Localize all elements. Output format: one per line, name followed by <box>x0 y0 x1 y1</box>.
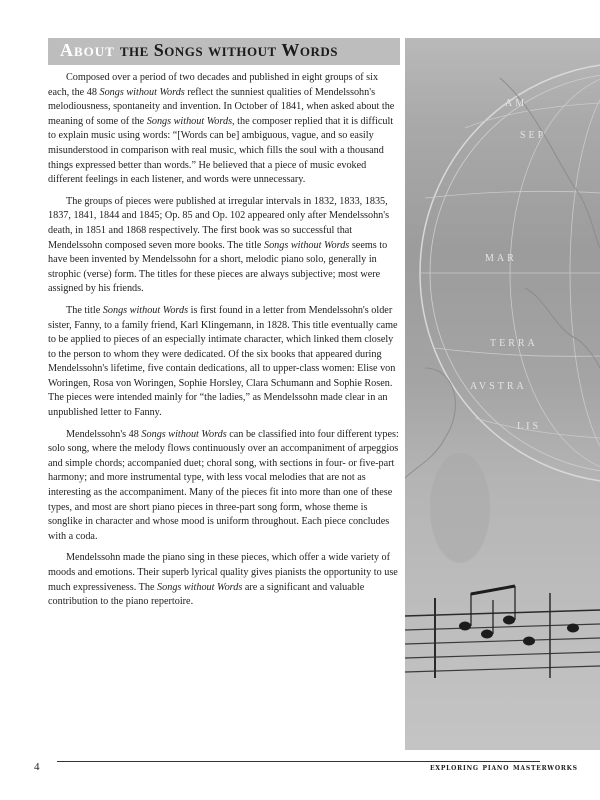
map-label: SEP <box>520 130 547 141</box>
heading-lead: About <box>60 40 115 60</box>
text-run: the composer replied that it is difficult to explain music using words: “[Words can be] ambiguous, vague, and so easily misunderstood in comparison with real music, which fills the soul with a thousand things expressed better than words.” He believed that a piece of music evoked different feelings in each listener, and words were unnecessary. <box>48 115 394 186</box>
text-run: The title <box>66 304 103 316</box>
italic-title: Songs without Words <box>102 304 189 316</box>
footer-title: exploring piano masterworks <box>430 763 578 773</box>
text-run: Mendelssohn made the piano sing in these pieces, which offer a wide variety of moods and emotions. Their superb lyrical quality gives pianists the opportunity to use much expressiveness. The <box>48 552 398 593</box>
text-run: are a significant and valuable contribution to the piano repertoire. <box>48 581 365 608</box>
paragraph <box>48 304 401 421</box>
decorative-map-panel <box>405 38 600 750</box>
globe-illustration <box>405 38 600 750</box>
heading-rest: the Songs without Words <box>119 40 338 60</box>
text-run: reflect the sunniest qualities of Mendelssohn's melodiousness, spontaneity and invention. In October of 1841, when asked about the meaning of some of the <box>48 86 395 127</box>
text-run: can be classified into four different types: solo song, where the melody flows continuously over an accompaniment of arpeggios and simple chords; accompanied duet; choral song, with sections in four- or five-part harmony; and more instrumental type, with less vocal melodies that are not as interesting as the accompaniment. Many of the pieces fit into more than one of these types, and most are short piano pieces in three-part song form, whose theme is songlike in character and whose mood is uniform throughout. Each piece concludes with a coda. <box>48 428 399 542</box>
text-run: is first found in a letter from Mendelssohn's older sister, Fanny, to a family friend, Karl Klingemann, in 1828. This title eventually came to be applied to pieces of an especially intimate character, which linked them closely to the person to whom they were dedicated. Of the six books that appeared during Mendelssohn's lifetime, five contain dedications, all to upper-class women: Elise von Woringen, Rosa von Woringen, Sophie Horsley, Clara Schumann and Sophie Rosen. The pieces were intended mainly for “the ladies,” as Mendelssohn made clear in an unpublished letter to Fanny. <box>48 304 398 419</box>
article-body <box>48 71 401 617</box>
italic-title: Songs without Words <box>263 239 350 251</box>
map-label: AM <box>505 98 528 109</box>
footer-rule <box>57 761 540 762</box>
italic-title: Songs without Words, <box>146 115 235 127</box>
text-run: Composed over a period of two decades and published in eight groups of six each, the 48 <box>48 72 379 98</box>
page-number: 4 <box>34 761 40 773</box>
paragraph <box>48 551 401 609</box>
map-label: AVSTRA <box>470 381 527 392</box>
section-heading <box>48 38 400 65</box>
map-label: TERRA <box>490 338 538 349</box>
paragraph <box>48 195 401 297</box>
italic-title: Songs without Words <box>141 428 227 440</box>
map-label: MAR <box>485 253 517 264</box>
italic-title: Songs without Words <box>157 581 243 593</box>
text-run: seems to have been invented by Mendelssohn for a short, melodic piano solo, generally in strophic (verse) form. The titles for these pieces are always subjective; most were assigned by his friends. <box>48 239 388 295</box>
text-run: Mendelssohn's 48 <box>66 428 142 440</box>
map-label: LIS <box>517 421 541 432</box>
paragraph <box>48 71 401 188</box>
text-run: The groups of pieces were published at irregular intervals in 1832, 1833, 1835, 1837, 1841, 1844 and 1845; Op. 85 and Op. 102 appeared only after Mendelssohn's death, in 1851 and 1868 respectively. The first book was so successful that Mendelssohn composed seven more books. The title <box>48 195 390 251</box>
paragraph <box>48 428 401 545</box>
italic-title: Songs without Words <box>99 86 185 98</box>
